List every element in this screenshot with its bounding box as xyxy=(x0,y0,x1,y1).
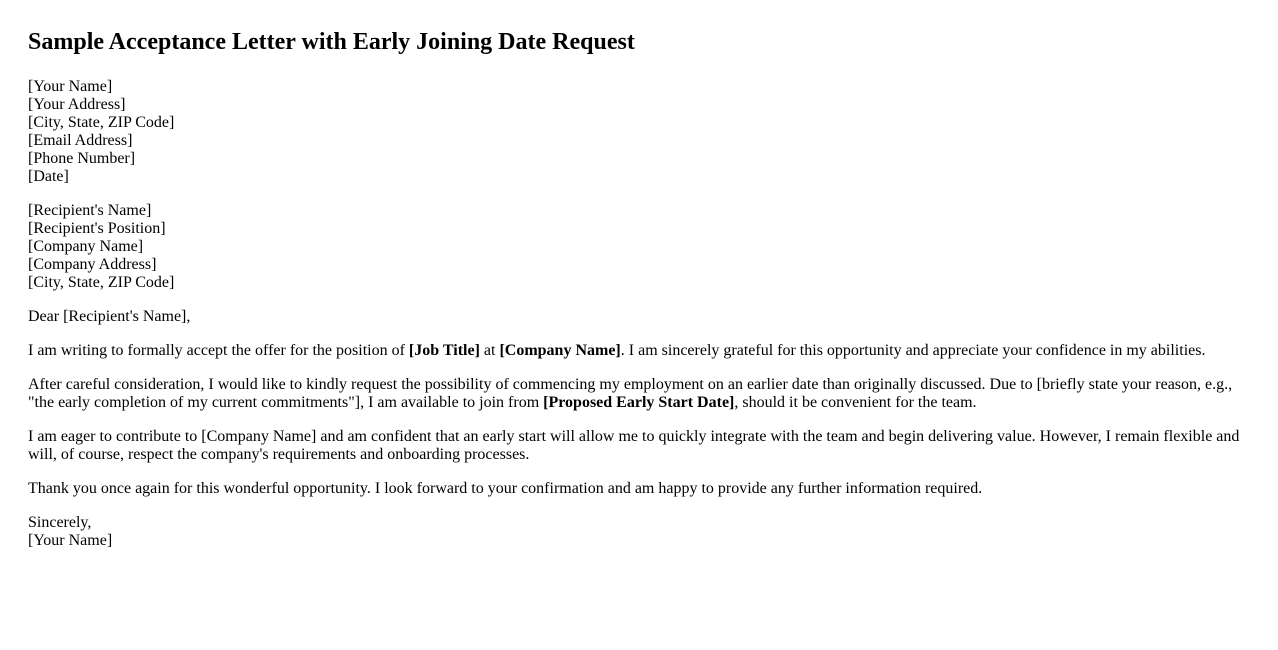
page-title: Sample Acceptance Letter with Early Joining Date Request xyxy=(28,29,635,55)
job-title-placeholder: [Job Title] xyxy=(408,342,480,359)
company-name-placeholder: [Company Name] xyxy=(499,342,621,359)
recipient-address-block xyxy=(28,202,1250,292)
sender-phone: [Phone Number] xyxy=(28,150,136,167)
paragraph-acceptance xyxy=(28,342,1250,360)
paragraph-early-start-text-2: , should it be convenient for the team. xyxy=(734,394,977,411)
sender-name: [Your Name] xyxy=(28,78,113,95)
paragraph-acceptance-text-3: . I am sincerely grateful for this opportunity and appreciate your confidence in my abilities. xyxy=(620,342,1206,359)
paragraph-acceptance-text-2: at xyxy=(479,342,500,359)
closing: Sincerely, xyxy=(28,514,92,531)
recipient-name: [Recipient's Name] xyxy=(28,202,152,219)
sender-email: [Email Address] xyxy=(28,132,133,149)
recipient-position: [Recipient's Position] xyxy=(28,220,166,237)
signature-block xyxy=(28,514,1250,550)
paragraph-acceptance-text-1: I am writing to formally accept the offer for the position of xyxy=(28,342,409,359)
paragraph-thanks: Thank you once again for this wonderful opportunity. I look forward to your confirmation and am happy to provide any further information required. xyxy=(28,480,983,497)
recipient-company-name: [Company Name] xyxy=(28,238,144,255)
letter-date: [Date] xyxy=(28,168,69,185)
paragraph-early-start-request xyxy=(28,376,1250,412)
recipient-company-address: [Company Address] xyxy=(28,256,157,273)
paragraph-commitment: I am eager to contribute to [Company Name] and am confident that an early start will allow me to quickly integrate with the team and begin delivering value. However, I remain flexible and will, of course, respect the company's requirements and onboarding processes. xyxy=(28,428,1240,463)
sender-address-block xyxy=(28,78,1250,186)
recipient-city-state-zip: [City, State, ZIP Code] xyxy=(28,274,175,291)
salutation: Dear [Recipient's Name], xyxy=(28,308,191,325)
signature-name: [Your Name] xyxy=(28,532,113,549)
sender-city-state-zip: [City, State, ZIP Code] xyxy=(28,114,175,131)
proposed-start-date-placeholder: [Proposed Early Start Date] xyxy=(543,394,735,411)
paragraph-early-start-text-1: After careful consideration, I would like to kindly request the possibility of commencing my employment on an earlier date than originally discussed. Due to [briefly state your reason, e.g., "the early completion of my current commitments"], I am available to join from xyxy=(28,376,1233,411)
sender-address: [Your Address] xyxy=(28,96,126,113)
